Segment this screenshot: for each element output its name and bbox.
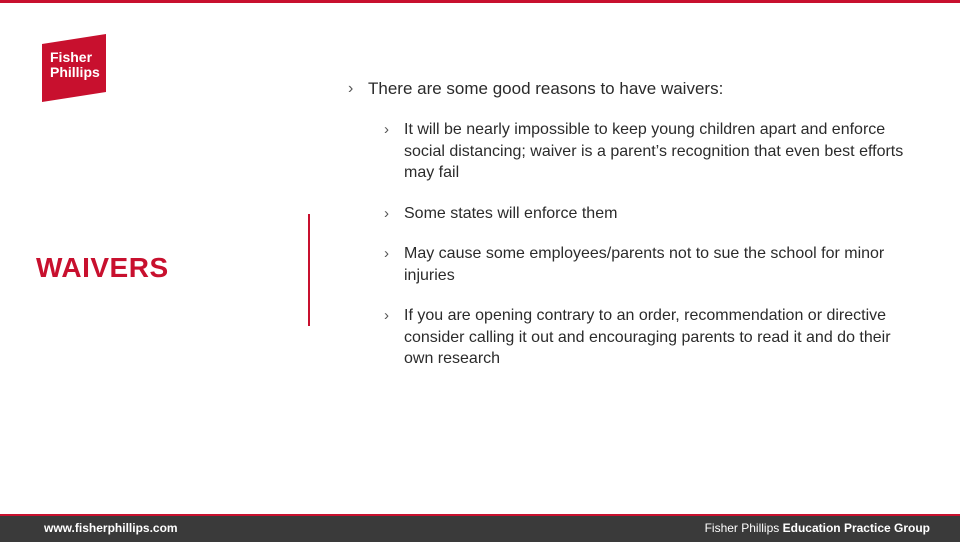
sub-bullet-text: May cause some employees/parents not to sue the school for minor injuries bbox=[404, 245, 885, 284]
sub-bullet-3 bbox=[384, 243, 918, 286]
sub-bullet-text: If you are opening contrary to an order, recommendation or directive consider calling it out and encouraging parents to read it and do their own research bbox=[404, 307, 891, 367]
footer-bar bbox=[0, 514, 960, 542]
bullet-marker-icon: › bbox=[384, 245, 389, 262]
bullet-marker-icon: › bbox=[348, 80, 354, 97]
sub-bullet-2 bbox=[384, 203, 918, 225]
footer-website[interactable]: www.fisherphillips.com bbox=[44, 521, 178, 535]
fisher-phillips-logo bbox=[42, 34, 106, 102]
top-accent-bar bbox=[0, 0, 960, 3]
title-divider bbox=[308, 214, 310, 326]
main-bullet bbox=[348, 78, 918, 100]
logo-text-phillips: Phillips bbox=[50, 64, 100, 80]
footer-firm-name: Fisher Phillips bbox=[704, 521, 780, 535]
sub-bullet-text: Some states will enforce them bbox=[404, 204, 618, 222]
bullet-marker-icon: › bbox=[384, 307, 389, 324]
logo-text-fisher: Fisher bbox=[50, 49, 93, 65]
bullet-list bbox=[348, 78, 918, 389]
sub-bullet-text: It will be nearly impossible to keep young children apart and enforce social distancing; waiver is a parent’s recognition that even best efforts may fail bbox=[404, 121, 904, 181]
footer-practice-group bbox=[705, 521, 930, 535]
bullet-marker-icon: › bbox=[384, 121, 389, 138]
slide-title: WAIVERS bbox=[36, 252, 169, 283]
bullet-marker-icon: › bbox=[384, 204, 389, 222]
footer-group-name: Education Practice Group bbox=[782, 521, 930, 535]
sub-bullet-4 bbox=[384, 305, 918, 370]
sub-bullet-1 bbox=[384, 119, 918, 184]
main-bullet-text: There are some good reasons to have waivers: bbox=[368, 79, 724, 98]
